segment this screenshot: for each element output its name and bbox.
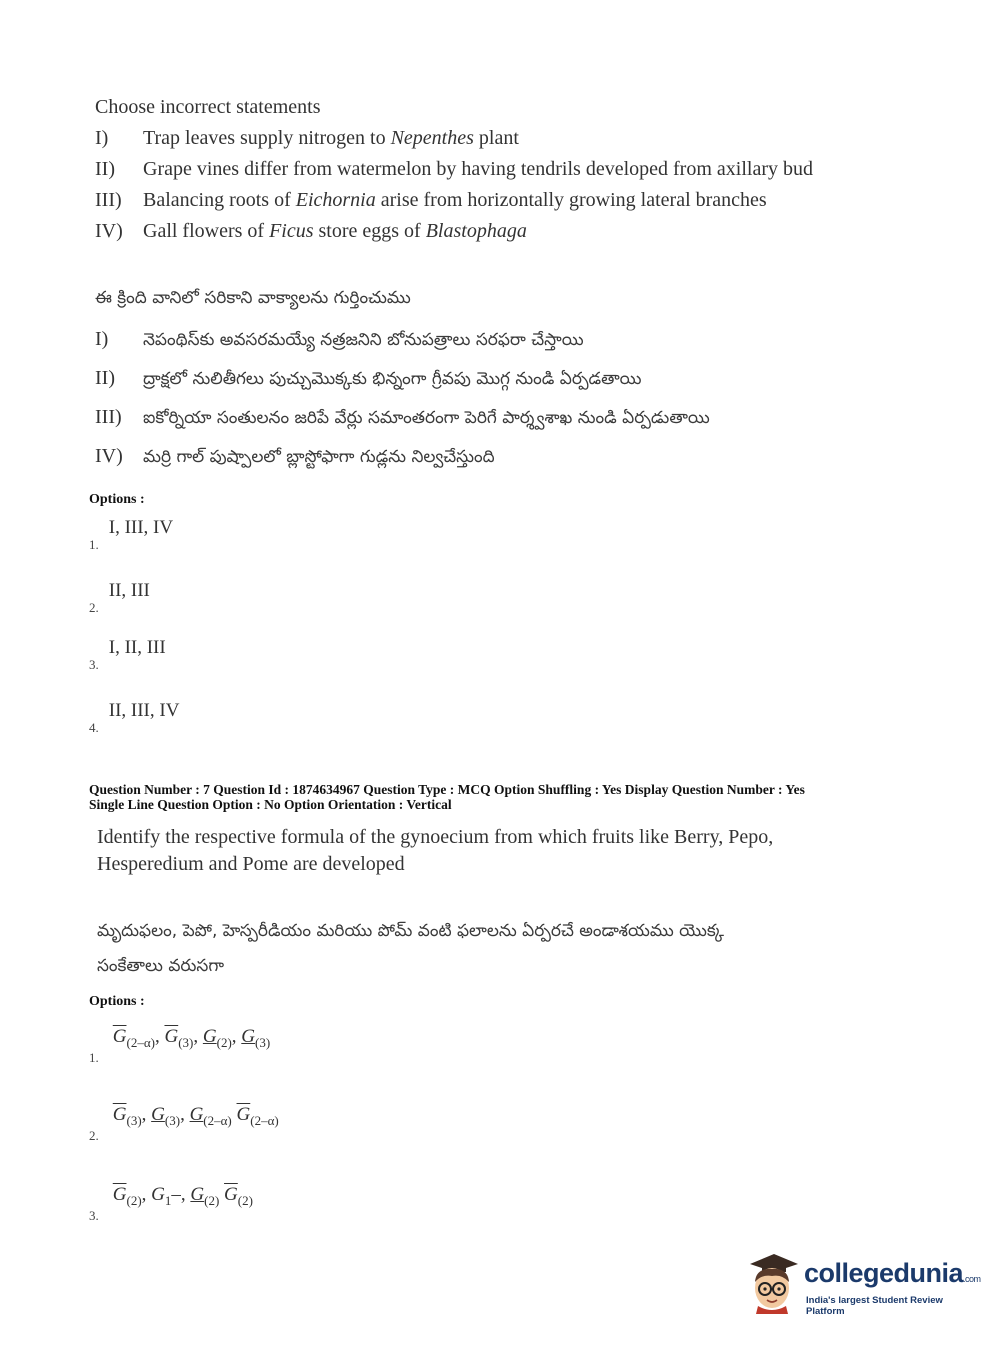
statement-number: II)	[95, 367, 115, 389]
q7-meta-line-2: Single Line Question Option : No Option Orientation : Vertical	[89, 797, 452, 812]
statement-text: నెపంథిస్‌కు అవసరమయ్యే నత్రజనిని బోనుపత్రాలు సరఫరా చేస్తాయి	[143, 330, 584, 350]
statement-number: IV)	[95, 220, 123, 242]
formula-term	[112, 1184, 142, 1208]
formula-term	[241, 1026, 271, 1050]
statement-italic: Eichornia	[295, 189, 376, 211]
formula-symbol: $\overline{G}$	[164, 1026, 179, 1047]
formula-subscript: (3)	[178, 1034, 194, 1050]
statement-text: Gall flowers of	[143, 220, 270, 242]
option-value: II, III, IV	[108, 700, 180, 721]
q7-prompt-line-1: Identify the respective formula of the gynoecium from which fruits like Berry, Pepo,	[97, 826, 774, 848]
q6-telugu-statement-2	[95, 367, 642, 393]
statement-text: Trap leaves supply nitrogen to	[143, 127, 391, 149]
gynoecium-formula	[112, 1026, 271, 1050]
q6-telugu-statement-1	[95, 328, 584, 354]
formula-term	[164, 1026, 194, 1050]
q6-statement-3	[95, 189, 767, 212]
q7-meta-line-1: Question Number : 7 Question Id : 1874634967 Question Type : MCQ Option Shuffling : Yes Display Question Number : Yes	[89, 782, 805, 797]
option-number: 1.	[89, 537, 99, 552]
q6-option-1[interactable]	[89, 517, 174, 552]
formula-separator: ,	[154, 1026, 165, 1047]
brand-tagline: India's largest Student Review Platform	[806, 1295, 943, 1317]
formula-symbol: $\overline{G}$	[224, 1184, 238, 1205]
statement-text: మర్రి గాల్ పుష్పాలలో బ్లాస్టోఫాగా గుడ్లను నిల్వచేస్తుంది	[143, 447, 495, 467]
q6-telugu-statement-4	[95, 445, 495, 471]
formula-term	[151, 1184, 172, 1208]
q6-option-3[interactable]	[89, 637, 166, 672]
q6-statement-2	[95, 158, 813, 181]
formula-separator: ,	[141, 1184, 152, 1205]
formula-subscript: (3)	[126, 1112, 142, 1128]
formula-separator: ,	[231, 1026, 242, 1047]
statement-text-end: arise from horizontally growing lateral branches	[375, 189, 767, 211]
formula-separator: ,	[180, 1104, 190, 1125]
gynoecium-formula	[112, 1104, 279, 1128]
formula-subscript: (3)	[255, 1034, 271, 1050]
formula-term	[151, 1104, 181, 1128]
option-number: 1.	[89, 1050, 99, 1065]
formula-subscript: (2)	[237, 1192, 253, 1208]
brand-name-text: collegedunia	[804, 1258, 964, 1288]
statement-number: I)	[95, 328, 109, 350]
formula-symbol: G	[151, 1184, 165, 1205]
statement-text: ఐకోర్నియా సంతులనం జరిపే వేర్లు సమాంతరంగా పెరిగే పార్శ్వశాఖ నుండి ఏర్పడుతాయి	[143, 408, 710, 428]
statement-number: I)	[95, 127, 109, 149]
q7-option-1[interactable]	[89, 1026, 271, 1065]
formula-term	[202, 1026, 232, 1050]
statement-italic: Nepenthes	[390, 127, 474, 149]
q6-statement-4	[95, 220, 527, 243]
formula-subscript: (2)	[126, 1192, 142, 1208]
formula-subscript: (2–α)	[203, 1112, 232, 1128]
q6-options-label: Options :	[89, 492, 145, 507]
q6-option-2[interactable]	[89, 580, 150, 615]
q7-option-2[interactable]	[89, 1104, 279, 1143]
statement-number: IV)	[95, 445, 123, 467]
formula-term	[112, 1104, 142, 1128]
q7-prompt-line-2: Hesperedium and Pome are developed	[97, 853, 405, 875]
statement-text: Grape vines differ from watermelon by having tendrils developed from axillary bud	[143, 158, 813, 180]
formula-symbol: $\overline{G}$	[112, 1104, 127, 1125]
gynoecium-formula	[112, 1184, 253, 1208]
statement-number: III)	[95, 406, 122, 428]
q6-prompt: Choose incorrect statements	[95, 96, 321, 118]
option-number: 3.	[89, 1208, 99, 1223]
option-number: 4.	[89, 720, 99, 735]
option-value: II, III	[108, 580, 150, 601]
formula-separator: ,	[141, 1104, 152, 1125]
formula-symbol: G	[189, 1104, 204, 1125]
mascot-icon	[742, 1250, 802, 1316]
formula-term	[189, 1104, 232, 1128]
formula-term	[224, 1184, 253, 1208]
q6-option-4[interactable]	[89, 700, 180, 735]
formula-separator: –,	[171, 1184, 191, 1205]
collegedunia-logo[interactable]	[742, 1250, 982, 1320]
formula-subscript: (3)	[164, 1112, 181, 1128]
statement-italic: Ficus	[269, 220, 314, 242]
statement-text: ద్రాక్షలో నులితీగలు పుచ్చుమొక్కకు భిన్నంగా గ్రీవపు మొగ్గ నుండి ఏర్పడతాయి	[143, 369, 642, 389]
formula-symbol: G	[202, 1026, 217, 1047]
formula-term	[112, 1026, 155, 1050]
formula-symbol: $\overline{G}$	[112, 1026, 127, 1047]
formula-symbol: G	[190, 1184, 205, 1205]
statement-italic-2: Blastophaga	[425, 220, 527, 242]
formula-separator: ,	[193, 1026, 203, 1047]
q6-telugu-statement-3	[95, 406, 710, 432]
option-number: 2.	[89, 600, 99, 615]
brand-suffix: .com	[963, 1274, 981, 1284]
formula-symbol: $\overline{G}$	[112, 1184, 127, 1205]
statement-text-mid: store eggs of	[313, 220, 426, 242]
formula-term	[236, 1104, 279, 1128]
formula-subscript: (2)	[204, 1192, 220, 1208]
formula-subscript: (2–α)	[126, 1034, 155, 1050]
q6-statement-1	[95, 127, 519, 150]
q7-telugu-line-1: మృదుఫలం, పెపో, హెస్పరీడియం మరియు పోమ్ వంటి ఫలాలను ఏర్పరచే అండాశయము యొక్క	[97, 921, 724, 941]
statement-number: III)	[95, 189, 122, 211]
option-value: I, II, III	[108, 637, 166, 658]
option-value: I, III, IV	[108, 517, 174, 538]
formula-subscript: (2)	[216, 1034, 232, 1050]
formula-symbol: G	[241, 1026, 256, 1047]
option-number: 2.	[89, 1128, 99, 1143]
statement-text-end: plant	[473, 127, 519, 149]
formula-subscript: (2–α)	[250, 1112, 279, 1128]
statement-text: Balancing roots of	[143, 189, 296, 211]
q6-telugu-prompt: ఈ క్రింది వానిలో సరికాని వాక్యాలను గుర్తించుము	[95, 288, 411, 308]
option-number: 3.	[89, 657, 99, 672]
formula-symbol: $\overline{G}$	[236, 1104, 251, 1125]
q7-options-label: Options :	[89, 994, 145, 1009]
brand-name	[804, 1258, 981, 1289]
formula-term	[190, 1184, 220, 1208]
q7-option-3[interactable]	[89, 1184, 253, 1223]
statement-number: II)	[95, 158, 115, 180]
formula-symbol: G	[151, 1104, 165, 1125]
q7-telugu-line-2: సంకేతాలు వరుసగా	[97, 956, 224, 976]
formula-subscript: 1	[164, 1192, 172, 1208]
